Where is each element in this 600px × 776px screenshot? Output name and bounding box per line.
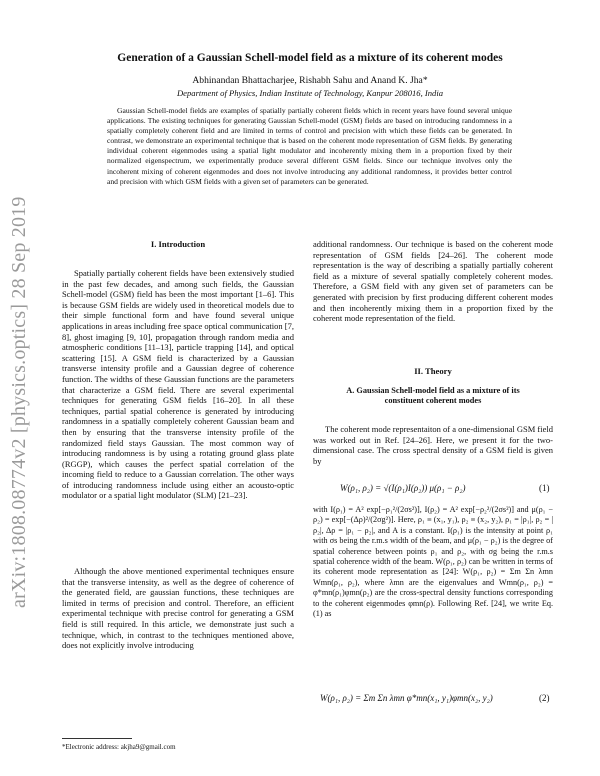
left-column-paragraph-1 xyxy=(62,268,294,501)
right-column-paragraph-1 xyxy=(313,239,553,324)
arxiv-identifier: arXiv:1808.08774v2 [physics.optics] 28 Sep 2019 xyxy=(8,196,30,608)
affiliation: Department of Physics, Indian Institute of Technology, Kanpur 208016, India xyxy=(176,88,444,98)
subsection-heading: A. Gaussian Schell-model field as a mixture of its constituent coherent modes xyxy=(346,386,520,406)
left-column-paragraph-2 xyxy=(62,566,294,651)
section-heading-theory: II. Theory xyxy=(414,366,452,376)
right-column-paragraph-3 xyxy=(313,505,553,619)
theory-paragraph-1: The coherent mode representaiton of a one-dimensional GSM field was worked out in Ref. [24–26]. Here, we present it for the two-dimensional case. The cross spectral density of a GSM field is given by xyxy=(313,424,554,466)
equation-2: W(ρ₁, ρ₂) = Σm Σn λmn φ*mn(x₁, y₁)φmn(x₂, y₂) xyxy=(320,693,493,703)
equation-1: W(ρ₁, ρ₂) = √(I(ρ₁)I(ρ₂)) μ(ρ₁ − ρ₂) xyxy=(340,483,466,493)
equation-2-number: (2) xyxy=(539,693,550,703)
paper-title: Generation of a Gaussian Schell-model field as a mixture of its coherent modes xyxy=(117,52,503,64)
intro-paragraph-2: Although the above mentioned experimental techniques ensure that the transverse intensity, as well as the degree of coherence of the generated field, are gaussian functions, these techniques are limited in terms of precision and control. Therefore, an efficient experimental technique with precise control for generating a GSM field is still required. In this article, we demonstrate just such a technique, which, in contrast to the techniques mentioned above, does not explicitly involve introducing xyxy=(62,566,294,651)
footnote: *Electronic address: akjha9@gmail.com xyxy=(62,743,176,751)
equation-1-number: (1) xyxy=(539,483,550,493)
footnote-rule xyxy=(62,738,132,739)
intro-paragraph-3: additional randomness. Our technique is based on the coherent mode representation of GSM fields [24–26]. The coherent mode representation is the way of describing a spatially partially coherent field as a mixture of several spatially completely coherent modes. Therefore, a GSM field with any given set of parameters can be generated with precision by first producing different coherent modes and then incoherently mixing them in a proportion fixed by the coherent mode representation of the field. xyxy=(313,239,553,324)
theory-paragraph-2: with I(ρ₁) = A² exp[−ρ₁²/(2σs²)], I(ρ₂) = A² exp[−ρ₂²/(2σs²)] and μ(ρ₁ − ρ₂) = exp[−(Δρ)²/(2σg²)]. Here, ρ₁ ≡ (x₁, y₁), ρ₂ ≡ (x₂, y₂), ρ₁ = |ρ₁|, ρ₂ = |ρ₂|, Δρ = |ρ₁ − ρ₂|, and A is a constant. I(ρ₁) is the intensity at point ρ₁ with σs being the r.m.s width of the beam, and μ(ρ₁ − ρ₂) is the degree of spatial coherence between points ρ₁ and ρ₂, with σg being the r.m.s spatial coherence width of the beam. W(ρ₁, ρ₂) can be written in terms of its coherent mode representation as [24]: W(ρ₁, ρ₂) = Σm Σn λmn Wmn(ρ₁, ρ₂), where λmn are the eigenvalues and Wmn(ρ₁, ρ₂) = φ*mn(ρ₁)φmn(ρ₂) are the cross-spectral density functions corresponding to the coherent eigenmodes φmn(ρ). Following Ref. [24], we write Eq. (1) as xyxy=(313,505,553,619)
right-column-paragraph-2 xyxy=(313,424,553,466)
abstract: Gaussian Schell-model fields are examples of spatially partially coherent fields which in recent years have found several unique applications. The existing techniques for generating Gaussian Schell-model (GSM) fields are based on introducing randomness in a spatially completely coherent field and are limited in terms of control and precision with which these fields can be generated. In contrast, we demonstrate an experimental technique that is based on the coherent mode representation of GSM fields. By generating individual coherent eigenmodes using a spatial light modulator and incoherently mixing them in a proportion fixed by their normalized eigenspectrum, we experimentally produce several different GSM fields. Since our technique involves only the incoherent mixing of coherent eigenmodes and does not involve introducing any additional randomness, it provides better control and precision with which GSM fields with a given set of parameters can be generated. xyxy=(107,106,512,186)
intro-paragraph-1: Spatially partially coherent fields have been extensively studied in the past few decades, and among such fields, the Gaussian Schell-model (GSM) field has been the most important [1–6]. This is because GSM fields are widely used in theoretical models due to their simple functional form and have found several unique applications in areas including free space optical communication [7, 8], ghost imaging [9, 10], propagation through random media and atmospheric conditions [11–13], particle trapping [14], and optical scattering [15]. A GSM field is characterized by a Gaussian transverse intensity profile and a Gaussian degree of coherence function. The widths of these Gaussian functions are the parameters that characterize a GSM field. There are several experimental techniques for generating GSM fields [16–20]. In all these techniques, partial spatial coherence is generated by introducing randomness in a spatially completely coherent Gaussian beam and then by ensuring that the transverse intensity profile of the randomized field stays Gaussian. The most common way of introducing randomness is by using a rotating ground glass plate (RGGP), which causes the perfect spatial correlation of the incoming field to reduce to a Gaussian correlation. The other ways of introducing randomness include using either an acousto-optic modulator or a spatial light modulator (SLM) [21–23]. xyxy=(62,268,294,501)
section-heading-introduction: I. Introduction xyxy=(150,239,206,249)
authors: Abhinandan Bhattacharjee, Rishabh Sahu and Anand K. Jha* xyxy=(192,75,428,86)
